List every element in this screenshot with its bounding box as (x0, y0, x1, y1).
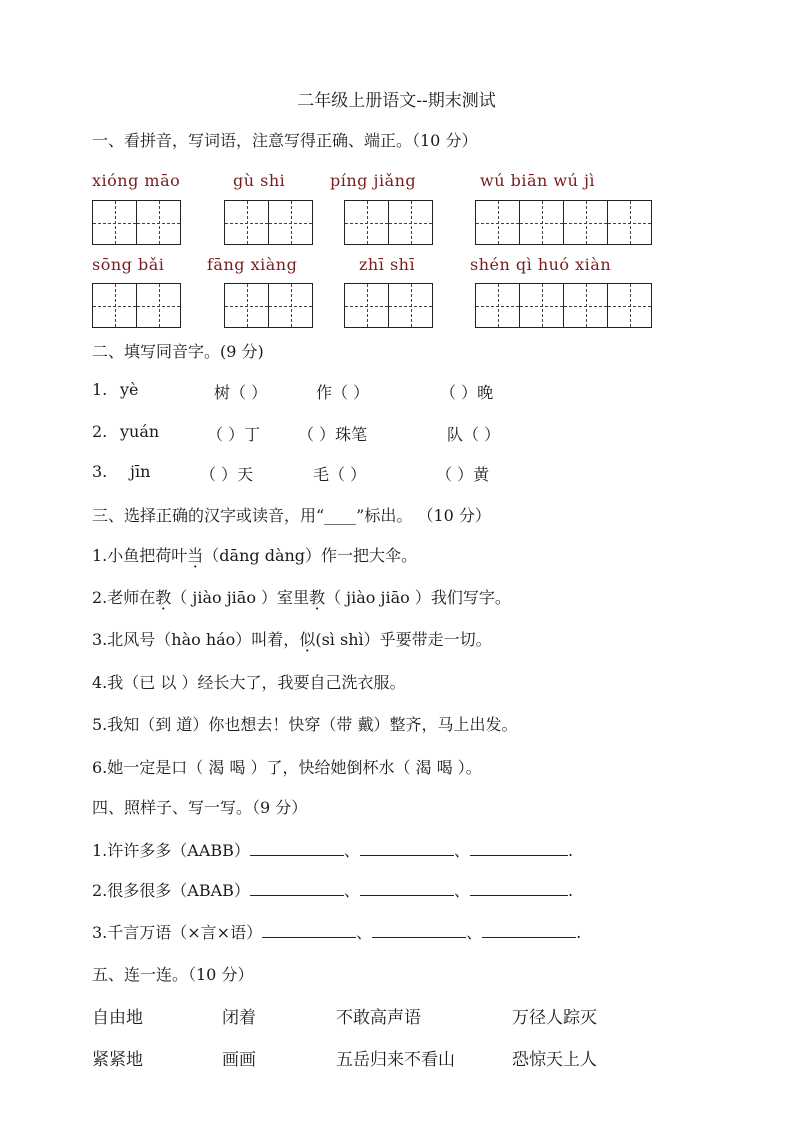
q2-2-c[interactable]: 队（ ） (447, 425, 501, 444)
match-item-2-1[interactable]: 紧紧地 (92, 1050, 143, 1070)
q4-2-label: 2.很多很多（ABAB） (92, 881, 250, 900)
q3-3-dotted-char: 似 (299, 630, 316, 649)
q2-1-num: 1. (92, 380, 108, 399)
q2-3-pinyin: jīn (130, 462, 151, 481)
pinyin-fangxiang: fāng xiàng (207, 255, 298, 274)
q4-2-blank-1[interactable] (250, 881, 344, 896)
q4-1-blank-3[interactable] (470, 841, 568, 856)
pinyin-shenqihuoxian: shén qì huó xiàn (470, 255, 612, 274)
q4-3 (92, 920, 581, 943)
writing-grid-6[interactable] (224, 283, 313, 328)
q3-3-post[interactable]: (sì shì）乎要带走一切。 (315, 630, 492, 649)
writing-grid-1[interactable] (92, 200, 181, 245)
q4-3-blank-3[interactable] (482, 923, 576, 938)
q4-2-end: . (567, 881, 574, 900)
q4-1-label: 1.许许多多（AABB） (92, 841, 250, 860)
q4-1-blank-2[interactable] (360, 841, 454, 856)
q4-3-blank-2[interactable] (372, 923, 466, 938)
section-3-heading: 三、选择正确的汉字或读音，用“____”标出。 （10 分） (92, 506, 491, 525)
q2-3-c[interactable]: （ ）黄 (436, 465, 490, 484)
pinyin-pingjiang: píng jiǎng (330, 171, 417, 190)
pinyin-xiongmao: xióng māo (92, 171, 181, 190)
section-5-heading: 五、连一连。（10 分） (92, 965, 254, 984)
match-item-2-4[interactable]: 恐惊天上人 (512, 1050, 597, 1070)
q3-2 (92, 585, 511, 608)
q3-4[interactable]: 4.我（已 以 ）经长大了，我要自己洗衣服。 (92, 673, 406, 692)
match-item-1-4[interactable]: 万径人踪灭 (512, 1008, 597, 1028)
q2-3-a[interactable]: （ ）天 (200, 465, 254, 484)
writing-grid-4[interactable] (475, 200, 652, 245)
q3-3-pre[interactable]: 3.北风号（hào háo）叫着， (92, 630, 300, 649)
q4-2 (92, 878, 573, 901)
pinyin-gushi: gù shi (233, 171, 286, 190)
q4-3-sep-1: 、 (356, 923, 373, 942)
q4-3-label: 3.千言万语（×言×语） (92, 923, 263, 942)
q3-2-post[interactable]: （ jiào jiāo ）我们写字。 (325, 588, 511, 607)
q3-1-dotted-char: 当 (187, 546, 204, 565)
q2-2-b[interactable]: （ ）珠笔 (298, 425, 368, 444)
writing-grid-7[interactable] (344, 283, 433, 328)
q4-1-sep-1: 、 (343, 841, 360, 860)
q4-1-blank-1[interactable] (250, 841, 344, 856)
pinyin-zhishi: zhī shī (359, 255, 416, 274)
match-item-1-1[interactable]: 自由地 (92, 1008, 143, 1028)
q4-2-sep-1: 、 (343, 881, 360, 900)
q4-2-blank-2[interactable] (360, 881, 454, 896)
writing-grid-3[interactable] (344, 200, 433, 245)
section-1-heading: 一、看拼音，写词语，注意写得正确、端正。（10 分） (92, 131, 478, 150)
q3-3 (92, 627, 492, 650)
q2-2-pinyin: yuán (120, 422, 160, 441)
q4-3-end: . (576, 923, 582, 942)
q3-2-mid[interactable]: （ jiào jiāo ）室里 (171, 588, 310, 607)
pinyin-songbai: sōng bǎi (92, 255, 165, 274)
q3-2-dotted-char-1: 教 (155, 588, 172, 607)
q4-2-sep-2: 、 (453, 881, 470, 900)
section-2-heading: 二、填写同音字。(9 分) (92, 342, 264, 361)
section-4-heading: 四、照样子、写一写。（9 分） (92, 798, 308, 817)
page-title: 二年级上册语文--期末测试 (297, 91, 496, 111)
q3-6[interactable]: 6.她一定是口（ 渴 喝 ）了，快给她倒杯水（ 渴 喝 ）。 (92, 758, 482, 777)
q2-1-pinyin: yè (120, 380, 139, 399)
q2-1-c[interactable]: （ ）晚 (440, 383, 494, 402)
writing-grid-5[interactable] (92, 283, 181, 328)
q2-1-b[interactable]: 作（ ） (316, 383, 370, 402)
pinyin-wubianwuji: wú biān wú jì (480, 171, 596, 190)
q4-3-blank-1[interactable] (262, 923, 356, 938)
writing-grid-8[interactable] (475, 283, 652, 328)
q3-1-post[interactable]: （dāng dàng）作一把大伞。 (203, 546, 418, 565)
q4-1 (92, 838, 573, 861)
q2-3-num: 3. (92, 462, 108, 481)
q4-1-end: . (567, 841, 574, 860)
writing-grid-2[interactable] (224, 200, 313, 245)
match-item-1-3[interactable]: 不敢高声语 (336, 1008, 421, 1028)
match-item-1-2[interactable]: 闭着 (222, 1008, 256, 1028)
q2-1-a[interactable]: 树（ ） (214, 383, 268, 402)
match-item-2-3[interactable]: 五岳归来不看山 (336, 1050, 455, 1070)
q2-3-b[interactable]: 毛（ ） (313, 465, 367, 484)
q4-2-blank-3[interactable] (470, 881, 568, 896)
q3-2-pre: 2.老师在 (92, 588, 156, 607)
q4-1-sep-2: 、 (453, 841, 470, 860)
q3-1 (92, 543, 417, 566)
q2-2-num: 2. (92, 422, 108, 441)
q2-2-a[interactable]: （ ）丁 (207, 425, 261, 444)
match-item-2-2[interactable]: 画画 (222, 1050, 256, 1070)
q3-2-dotted-char-2: 教 (309, 588, 326, 607)
q3-1-pre: 1.小鱼把荷叶 (92, 546, 188, 565)
q3-5[interactable]: 5.我知（到 道）你也想去！快穿（带 戴）整齐，马上出发。 (92, 715, 518, 734)
q4-3-sep-2: 、 (466, 923, 483, 942)
